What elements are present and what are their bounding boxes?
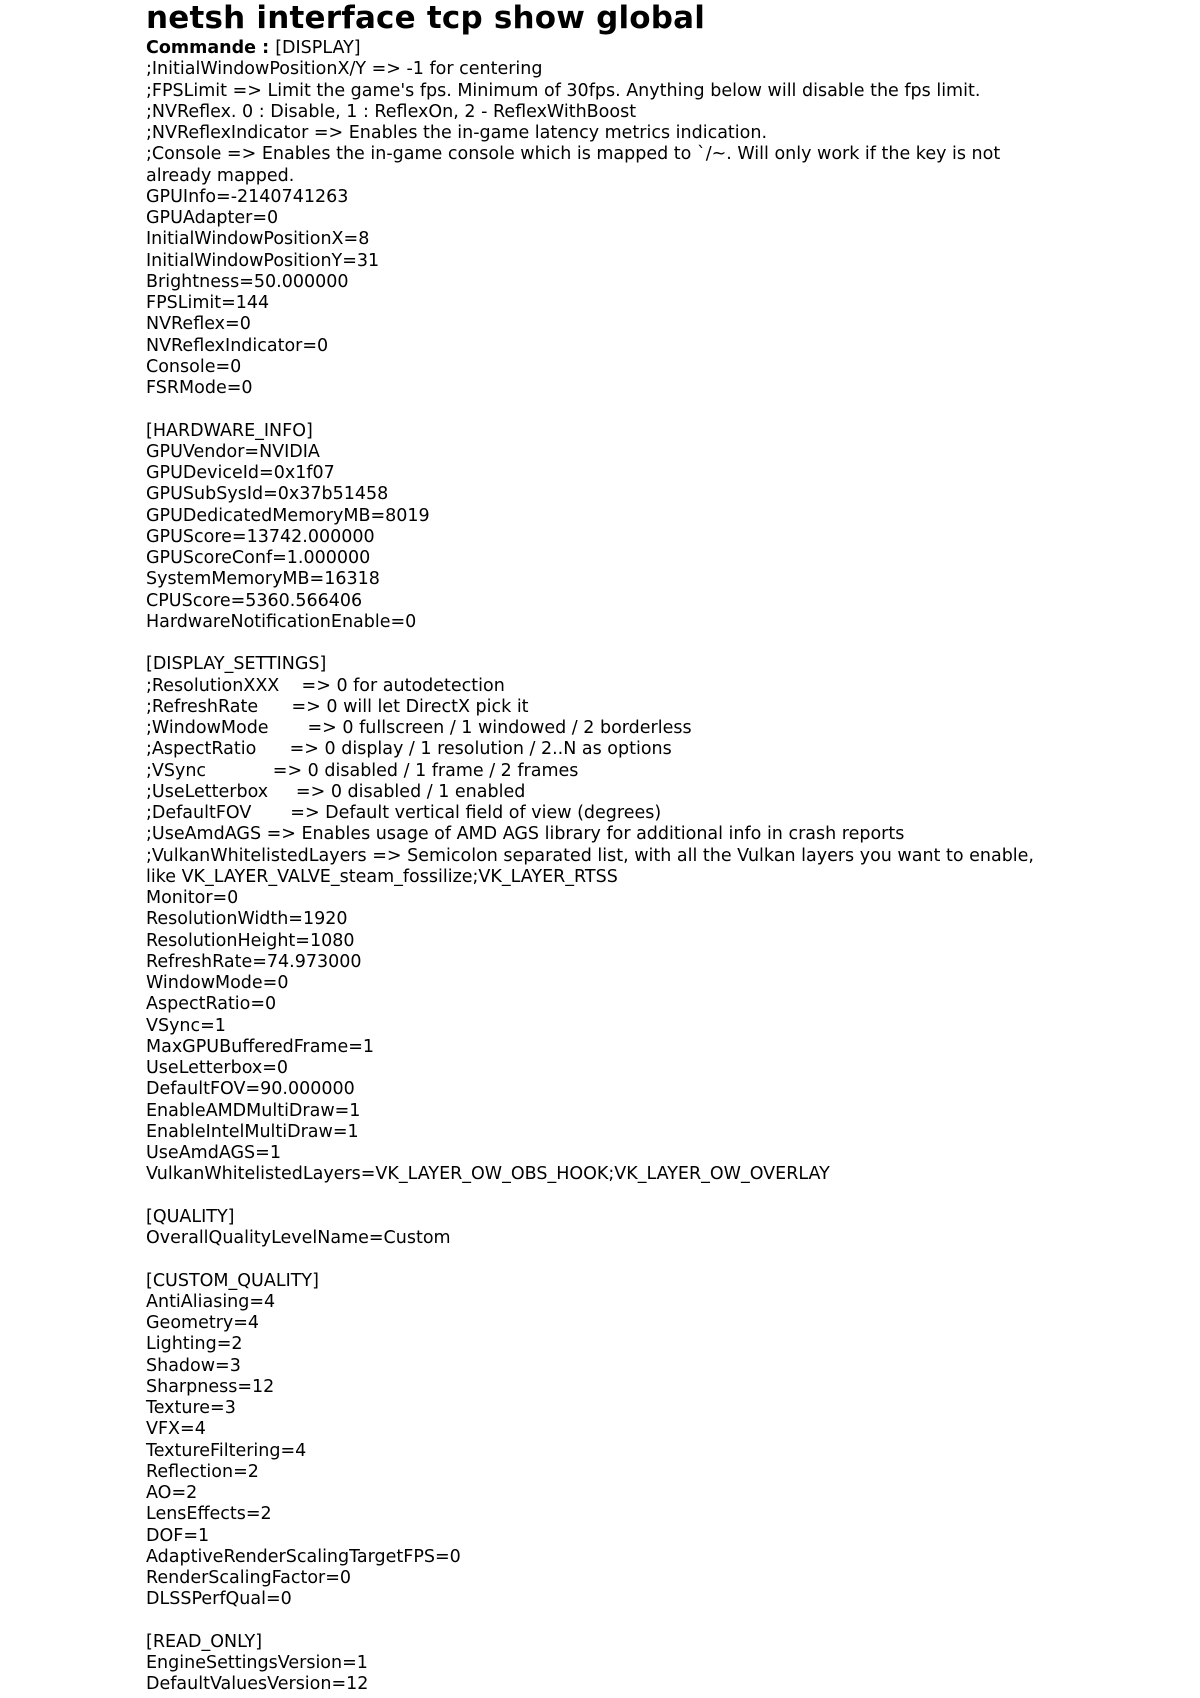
comment-line: ;UseLetterbox => 0 disabled / 1 enabled	[146, 781, 526, 802]
blank-line	[146, 1611, 1166, 1632]
setting-line: GPUDedicatedMemoryMB=8019	[146, 505, 430, 526]
setting-line: Texture=3	[146, 1398, 236, 1418]
comment-line: ;ResolutionXXX => 0 for autodetection	[146, 675, 505, 696]
comment-line: ;InitialWindowPositionX/Y => -1 for centering	[146, 59, 543, 80]
setting-line: Lighting=2	[146, 1334, 243, 1355]
setting-line: GPUInfo=-2140741263	[146, 186, 349, 207]
section-header: [CUSTOM_QUALITY]	[146, 1270, 319, 1291]
comment-line: ;DefaultFOV => Default vertical field of view (degrees)	[146, 803, 662, 823]
comment-line: ;VulkanWhitelistedLayers => Semicolon separated list, with all the Vulkan layers you want to enable, like VK_LAYER_VALVE_steam_fossilize;VK_LAYER_RTSS	[146, 845, 1040, 887]
comment-line: ;AspectRatio => 0 display / 1 resolution / 2..N as options	[146, 739, 672, 760]
section-header: [HARDWARE_INFO]	[146, 420, 313, 441]
comment-line: ;WindowMode => 0 fullscreen / 1 windowed / 2 borderless	[146, 718, 692, 738]
setting-line: Reflection=2	[146, 1461, 259, 1482]
setting-line: SystemMemoryMB=16318	[146, 569, 380, 590]
setting-line: GPUScoreConf=1.000000	[146, 548, 371, 568]
blank-line	[146, 399, 1166, 420]
setting-line: ResolutionWidth=1920	[146, 909, 348, 930]
comment-line: ;FPSLimit => Limit the game's fps. Minimum of 30fps. Anything below will disable the fps limit.	[146, 80, 981, 101]
setting-line: DLSSPerfQual=0	[146, 1589, 292, 1610]
command-section: [DISPLAY]	[275, 38, 361, 58]
setting-line: InitialWindowPositionX=8	[146, 229, 370, 250]
setting-line: Sharpness=12	[146, 1376, 275, 1397]
setting-line: VFX=4	[146, 1419, 206, 1440]
setting-line: Console=0	[146, 356, 242, 377]
setting-line: DefaultValuesVersion=12	[146, 1674, 369, 1695]
blank-line	[146, 633, 1166, 654]
setting-line: Brightness=50.000000	[146, 271, 349, 292]
config-lines	[146, 59, 1166, 1695]
setting-line: DOF=1	[146, 1525, 210, 1546]
comment-line: ;RefreshRate => 0 will let DirectX pick it	[146, 696, 529, 717]
comment-line: ;UseAmdAGS => Enables usage of AMD AGS library for additional info in crash reports	[146, 824, 905, 845]
setting-line: FPSLimit=144	[146, 293, 270, 313]
setting-line: GPUDeviceId=0x1f07	[146, 463, 335, 483]
setting-line: FSRMode=0	[146, 378, 253, 398]
setting-line: EnableIntelMultiDraw=1	[146, 1121, 359, 1142]
setting-line: VSync=1	[146, 1015, 226, 1036]
setting-line: OverallQualityLevelName=Custom	[146, 1228, 451, 1248]
comment-line: ;NVReflex. 0 : Disable, 1 : ReflexOn, 2 - ReflexWithBoost	[146, 101, 637, 122]
setting-line: GPUVendor=NVIDIA	[146, 441, 320, 462]
setting-line: EngineSettingsVersion=1	[146, 1653, 368, 1673]
setting-line: TextureFiltering=4	[146, 1440, 307, 1461]
setting-line: GPUSubSysId=0x37b51458	[146, 484, 389, 505]
setting-line: NVReflexIndicator=0	[146, 335, 329, 356]
setting-line: ResolutionHeight=1080	[146, 930, 355, 951]
setting-line: WindowMode=0	[146, 973, 289, 993]
blank-line	[146, 1186, 1166, 1207]
comment-line: ;VSync => 0 disabled / 1 frame / 2 frames	[146, 760, 579, 781]
comment-line: ;NVReflexIndicator => Enables the in-game latency metrics indication.	[146, 123, 768, 143]
setting-line: AdaptiveRenderScalingTargetFPS=0	[146, 1546, 461, 1567]
setting-line: AspectRatio=0	[146, 994, 277, 1015]
command-line	[146, 38, 1166, 59]
setting-line: Shadow=3	[146, 1355, 241, 1376]
setting-line: VulkanWhitelistedLayers=VK_LAYER_OW_OBS_HOOK;VK_LAYER_OW_OVERLAY	[146, 1164, 830, 1185]
section-header: [QUALITY]	[146, 1206, 235, 1227]
setting-line: HardwareNotificationEnable=0	[146, 611, 417, 632]
section-header: [READ_ONLY]	[146, 1631, 263, 1652]
setting-line: RefreshRate=74.973000	[146, 951, 362, 972]
setting-line: GPUScore=13742.000000	[146, 526, 375, 547]
setting-line: MaxGPUBufferedFrame=1	[146, 1036, 375, 1057]
setting-line: DefaultFOV=90.000000	[146, 1079, 355, 1100]
setting-line: CPUScore=5360.566406	[146, 590, 363, 611]
setting-line: RenderScalingFactor=0	[146, 1568, 352, 1588]
setting-line: UseAmdAGS=1	[146, 1143, 281, 1163]
setting-line: InitialWindowPositionY=31	[146, 250, 380, 271]
setting-line: UseLetterbox=0	[146, 1058, 289, 1078]
setting-line: GPUAdapter=0	[146, 208, 279, 228]
document-title: netsh interface tcp show global	[146, 0, 706, 36]
setting-line: AntiAliasing=4	[146, 1291, 276, 1312]
document-page	[146, 0, 1166, 1696]
setting-line: EnableAMDMultiDraw=1	[146, 1100, 361, 1121]
setting-line: Monitor=0	[146, 888, 239, 908]
setting-line: NVReflex=0	[146, 314, 251, 335]
setting-line: LensEffects=2	[146, 1504, 272, 1525]
setting-line: Geometry=4	[146, 1313, 260, 1333]
command-prefix: Commande :	[146, 38, 276, 58]
comment-line: ;Console => Enables the in-game console which is mapped to `/~. Will only work if the key is not already mapped.	[146, 144, 1006, 186]
blank-line	[146, 1249, 1166, 1270]
setting-line: AO=2	[146, 1483, 198, 1503]
section-header: [DISPLAY_SETTINGS]	[146, 654, 327, 675]
